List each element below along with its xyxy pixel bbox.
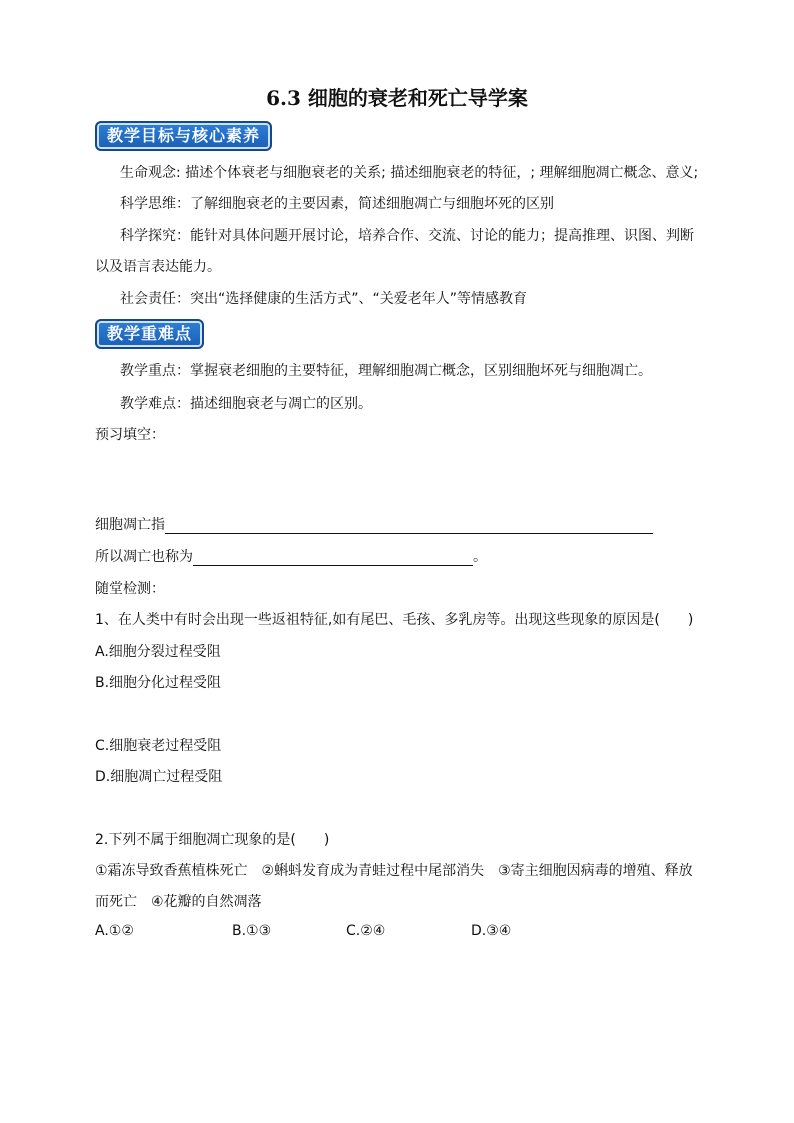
question-2-option-c: C.②④ (346, 923, 386, 939)
answer-blank[interactable] (193, 551, 473, 566)
question-2-line-2: 而死亡 ④花瓣的自然凋落 (95, 894, 262, 910)
objective-line: 以及语言表达能力。 (95, 259, 221, 275)
fill-blank-2 (95, 546, 487, 566)
question-2-option-d: D.③④ (471, 923, 512, 939)
answer-blank[interactable] (165, 519, 653, 534)
question-2-option-b: B.①③ (232, 923, 272, 939)
question-1-option-c: C.细胞衰老过程受阻 (95, 738, 222, 754)
fill-blank-1-prefix: 细胞凋亡指 (95, 517, 165, 533)
question-1-option-a: A.细胞分裂过程受阻 (95, 644, 221, 660)
objective-line: 科学思维：了解细胞衰老的主要因素，简述细胞凋亡与细胞坏死的区别 (120, 196, 554, 212)
objective-line: 社会责任：突出“选择健康的生活方式”、“关爱老年人”等情感教育 (120, 291, 528, 307)
question-1-option-d: D.细胞凋亡过程受阻 (95, 769, 223, 785)
preview-label: 预习填空： (95, 427, 165, 443)
question-2-stem: 2.下列不属于细胞凋亡现象的是( ) (95, 832, 330, 848)
fill-blank-1 (95, 514, 653, 534)
objective-line: 科学探究：能针对具体问题开展讨论，培养合作、交流、讨论的能力；提高推理、识图、判断 (120, 228, 694, 244)
quiz-label: 随堂检测： (95, 581, 165, 597)
fill-blank-2-suffix: 。 (473, 549, 487, 565)
page-title: 6.3 细胞的衰老和死亡导学案 (266, 86, 528, 110)
question-2-line-1: ①霜冻导致香蕉植株死亡 ②蝌蚪发育成为青蛙过程中尾部消失 ③寄主细胞因病毒的增殖、释放 (95, 863, 693, 879)
fill-blank-2-prefix: 所以凋亡也称为 (95, 549, 193, 565)
question-1-option-b: B.细胞分化过程受阻 (95, 675, 222, 691)
question-1-stem: 1、在人类中有时会出现一些返祖特征,如有尾巴、毛孩、多乳房等。出现这些现象的原因是( ) (95, 612, 694, 628)
question-2-option-a: A.①② (95, 923, 134, 939)
difficulty-line: 教学难点：描述细胞衰老与凋亡的区别。 (120, 396, 372, 412)
section-heading-key-points: 教学重难点 (95, 319, 204, 349)
section-heading-objectives: 教学目标与核心素养 (95, 121, 272, 151)
objective-line: 生命观念: 描述个体衰老与细胞衰老的关系; 描述细胞衰老的特征，; 理解细胞凋亡概念、意义; (120, 165, 699, 181)
key-point-line: 教学重点：掌握衰老细胞的主要特征，理解细胞凋亡概念，区别细胞坏死与细胞凋亡。 (120, 363, 652, 379)
